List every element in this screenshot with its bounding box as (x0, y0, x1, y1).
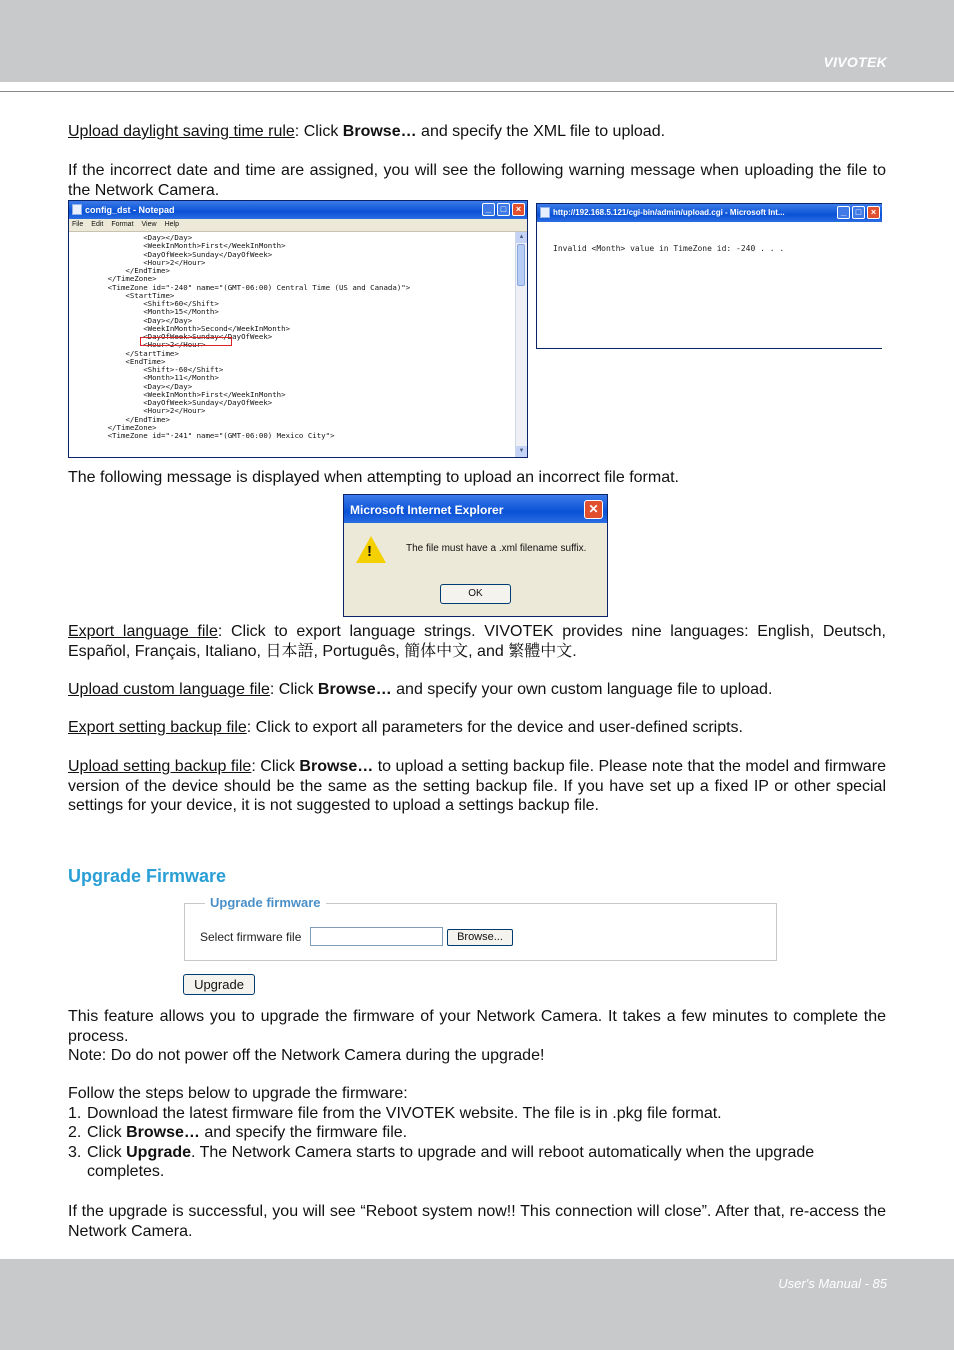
scroll-down-icon[interactable]: ▼ (516, 446, 527, 457)
text: Click (87, 1124, 127, 1141)
firmware-file-label: Select firmware file (200, 930, 302, 944)
maximize-icon[interactable]: □ (497, 203, 510, 216)
step-number: 3. (68, 1143, 82, 1161)
menu-file[interactable]: File (72, 221, 84, 228)
list-item (68, 1104, 886, 1124)
brand-logo: VIVOTEK (823, 54, 887, 70)
close-icon[interactable]: × (867, 206, 880, 219)
vertical-scrollbar[interactable] (515, 232, 527, 457)
step-number: 1. (68, 1104, 82, 1122)
text: : Click (269, 681, 318, 698)
text: : Click (251, 758, 300, 775)
para-success: If the upgrade is successful, you will see “Reboot system now!! This connection will close”. After that, re-access the Network Camera. (68, 1203, 886, 1240)
browse-button[interactable]: Browse... (447, 929, 513, 946)
dialog-titlebar (344, 495, 607, 523)
ie-titlebar (537, 204, 882, 222)
page-header-band (0, 0, 954, 82)
para-upload-backup (68, 757, 886, 816)
upgrade-button[interactable]: Upgrade (183, 974, 255, 995)
para-export-language (68, 622, 886, 661)
section-title: Upgrade Firmware (68, 866, 227, 886)
para-feature (68, 1007, 886, 1066)
ie-error-message: Invalid <Month> value in TimeZone id: -240 . . . (553, 244, 785, 253)
text: This feature allows you to upgrade the firmware of your Network Camera. It takes a few minutes to complete the process. (68, 1008, 886, 1045)
ie-title: http://192.168.5.121/cgi-bin/admin/upload.cgi - Microsoft Int... (553, 208, 785, 217)
firmware-file-input[interactable] (310, 927, 443, 946)
close-icon[interactable]: ✕ (584, 500, 603, 519)
para-incorrect-date: If the incorrect date and time are assigned, you will see the following warning message when uploading the file to the Network Camera. (68, 162, 886, 199)
para-incorrect-format: The following message is displayed when attempting to upload an incorrect file format. (68, 469, 679, 486)
link-upload-backup[interactable]: Upload setting backup file (68, 758, 252, 775)
text: Note: Do do not power off the Network Camera during the upgrade! (68, 1047, 545, 1064)
scroll-up-icon[interactable]: ▲ (516, 232, 527, 243)
notepad-title: config_dst - Notepad (85, 205, 175, 215)
notepad-titlebar (69, 201, 527, 219)
para-upload-dst (68, 122, 886, 142)
maximize-icon[interactable]: □ (852, 206, 865, 219)
text: : Click to export all parameters for the device and user-defined scripts. (246, 719, 743, 736)
ie-upload-window (536, 203, 882, 349)
scroll-thumb[interactable] (517, 244, 525, 286)
header-divider (0, 91, 954, 92)
link-export-language[interactable]: Export language file (68, 623, 218, 640)
steps-intro: Follow the steps below to upgrade the firmware: (68, 1085, 408, 1102)
close-icon[interactable]: × (512, 203, 525, 216)
link-export-backup[interactable]: Export setting backup file (68, 719, 247, 736)
list-item (68, 1143, 886, 1182)
menu-format[interactable]: Format (111, 221, 134, 228)
bold-upgrade: Upgrade (126, 1143, 192, 1161)
minimize-icon[interactable]: _ (837, 206, 850, 219)
notepad-menubar (69, 219, 527, 232)
upgrade-legend: Upgrade firmware (205, 895, 326, 910)
dialog-message: The file must have a .xml filename suffix. (406, 543, 587, 554)
text: : Click to export language strings. VIVOTEK provides nine languages: English, Deutsch, Español, Français, Italiano, 日本語, Português, 簡体中文, and 繁體中文. (68, 623, 886, 660)
notepad-icon (72, 204, 82, 215)
minimize-icon[interactable]: _ (482, 203, 495, 216)
ie-dialog (343, 494, 608, 617)
text: Click (87, 1143, 127, 1161)
bold-browse: Browse… (317, 681, 392, 698)
text: and specify the firmware file. (199, 1124, 408, 1141)
menu-help[interactable]: Help (164, 221, 179, 228)
notepad-text-area[interactable] (69, 232, 516, 457)
menu-view[interactable]: View (141, 221, 157, 228)
bold-browse: Browse… (299, 758, 374, 775)
para-export-backup (68, 718, 886, 738)
ok-button[interactable]: OK (440, 584, 511, 604)
text: . The Network Camera starts to upgrade and will reboot automatically when the upgrade completes. (87, 1143, 815, 1180)
notepad-window (68, 200, 528, 458)
text: Download the latest firmware file from the VIVOTEK website. The file is in .pkg file format. (87, 1104, 722, 1122)
text: to upload a setting backup file. Please note that the model and firmware version of the device should be the same as the setting backup file. If you have set up a fixed IP or other special settings for your device, it is not suggested to upload a settings backup file. (68, 758, 887, 814)
menu-edit[interactable]: Edit (91, 221, 104, 228)
warning-icon-mark: ! (367, 543, 372, 560)
step-number: 2. (68, 1124, 82, 1141)
page-footer-band (0, 1259, 954, 1350)
para-upload-language (68, 680, 886, 700)
bold-browse: Browse… (342, 123, 417, 140)
text: : Click (294, 123, 343, 140)
highlight-month-box (140, 337, 232, 346)
bold-browse: Browse… (126, 1124, 200, 1141)
list-item (68, 1123, 886, 1143)
xml-content: <Day></Day> <WeekInMonth>First</WeekInMonth> <DayOfWeek>Sunday</DayOfWeek> <Hour>2</Hour> </EndTime> </TimeZone> <TimeZone id="-240" name="(GMT-06:00) Central Time (US and Canada)"> <StartTime> <Shift>60</Shift> <Month>15</Month> <Day></Day> <WeekInMonth>Second</WeekInMonth> <DayOfWeek>Sunday</DayOfWeek> <Hour>2</Hour> </StartTime> <EndTime> <Shift>-60</Shift> <Month>11</Month> <Day></Day> <WeekInMonth>First</WeekInMonth> <DayOfWeek>Sunday</DayOfWeek> <Hour>2</Hour> </EndTime> </TimeZone> <TimeZone id="-241" name="(GMT-06:00) Mexico City"> (107, 233, 411, 440)
dialog-title: Microsoft Internet Explorer (350, 503, 504, 517)
text: and specify your own custom language file to upload. (391, 681, 773, 698)
text: and specify the XML file to upload. (416, 123, 666, 140)
ie-icon (540, 207, 550, 218)
link-upload-dst[interactable]: Upload daylight saving time rule (68, 123, 295, 140)
steps-list (68, 1084, 886, 1182)
link-upload-language[interactable]: Upload custom language file (68, 681, 270, 698)
page-number: User's Manual - 85 (778, 1276, 887, 1291)
